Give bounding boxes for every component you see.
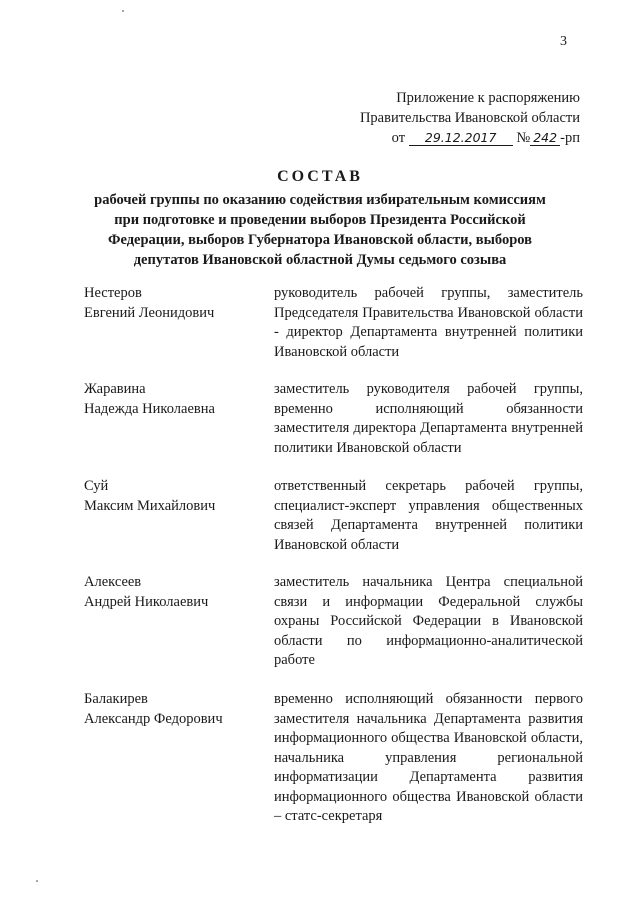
appendix-date: 29.12.2017 (409, 130, 513, 146)
scan-speck (122, 10, 124, 12)
subtitle-line-3: Федерации, выборов Губернатора Ивановской области, выборов (108, 232, 532, 248)
member-role: руководитель рабочей группы, заместитель Председателя Правительства Ивановской области - директор Департамента внутренней политики Ивановской области (274, 285, 583, 360)
appendix-line-3 (340, 128, 580, 148)
member-name (84, 477, 264, 516)
appendix-suffix: -рп (560, 130, 580, 146)
appendix-number-sign: № (516, 130, 531, 146)
subtitle-line-2: при подготовке и проведении выборов Президента Российской (114, 212, 526, 228)
member-name (84, 690, 264, 729)
member-name (84, 380, 264, 419)
member-given-name: Александр Федорович (84, 710, 223, 727)
member-surname: Алексеев (84, 574, 142, 590)
member-role: ответственный секретарь рабочей группы, специалист-эксперт управления общественных связей Департамента внутренней политики Ивановской области (274, 478, 583, 553)
member-surname: Жаравина (84, 381, 146, 397)
member-surname: Суй (84, 478, 109, 494)
member-given-name: Надежда Николаевна (84, 400, 215, 417)
member-given-name: Евгений Леонидович (84, 304, 215, 321)
scan-speck (36, 880, 38, 882)
subtitle-line-1: рабочей группы по оказанию содействия избирательным комиссиям (94, 192, 546, 208)
member-given-name: Андрей Николаевич (84, 593, 209, 610)
member-surname: Нестеров (84, 285, 142, 301)
member-name (84, 573, 264, 612)
appendix-line-1: Приложение к распоряжению (396, 90, 580, 106)
member-name (84, 284, 264, 323)
member-given-name: Максим Михайлович (84, 497, 216, 514)
appendix-from-label: от (391, 130, 406, 146)
subtitle-line-4: депутатов Ивановской областной Думы седьмого созыва (133, 252, 507, 268)
document-title: СОСТАВ (277, 168, 363, 185)
member-role: заместитель руководителя рабочей группы, временно исполняющий обязанности заместителя директора Департамента внутренней политики Ивановской области (274, 381, 583, 456)
member-role: временно исполняющий обязанности первого заместителя начальника Департамента развития информационного общества Ивановской области, начальника управления региональной информатизации Департамента развития информационного общества Ивановской области – статс-секретаря (274, 691, 583, 824)
appendix-number: 242 (530, 130, 560, 146)
member-role: заместитель начальника Центра специальной связи и информации Федеральной службы охраны Российской Федерации в Ивановской области по информационно-аналитической работе (274, 574, 583, 668)
member-surname: Балакирев (84, 691, 148, 707)
appendix-line-2: Правительства Ивановской области (359, 110, 580, 126)
page-number: 3 (560, 34, 567, 49)
document-subtitle (70, 190, 570, 270)
appendix-header (340, 88, 580, 148)
